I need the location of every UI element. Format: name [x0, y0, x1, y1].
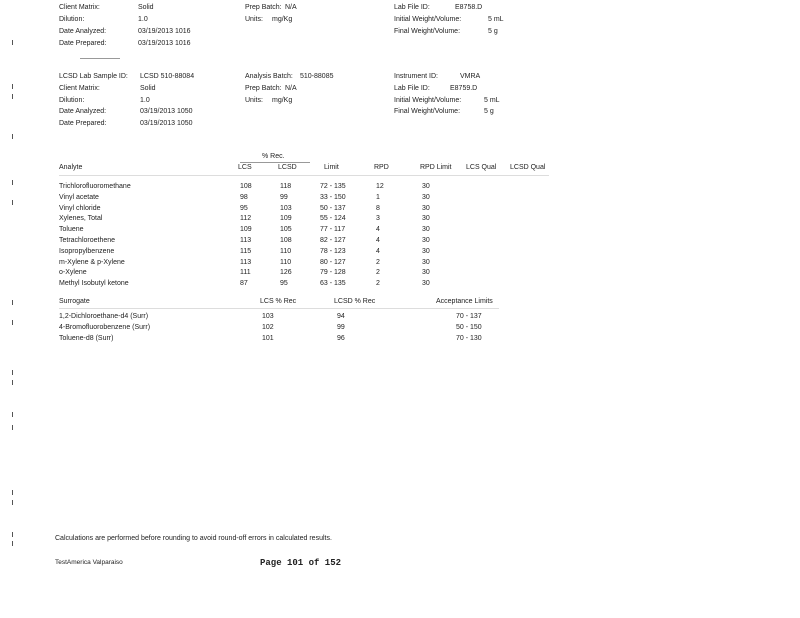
rec-group-header: % Rec.	[262, 153, 285, 160]
header-rpd-limit: RPD Limit	[420, 164, 452, 171]
calculation-note: Calculations are performed before rounding to avoid round-off errors in calculated results.	[55, 535, 332, 542]
lcsd-rec-value: 96	[337, 335, 345, 342]
margin-mark	[12, 200, 13, 205]
margin-mark	[12, 532, 13, 537]
header-lcsd-rec: LCSD % Rec	[334, 298, 376, 305]
analyte-name: m-Xylene & p-Xylene	[59, 258, 125, 266]
lcs-value: 111	[240, 269, 251, 277]
analyte-name: Vinyl acetate	[59, 193, 99, 201]
rpd-limit-value: 30	[422, 280, 430, 288]
dilution-value: 1.0	[140, 97, 150, 104]
client-matrix-value: Solid	[140, 85, 156, 92]
rpd-limit-value: 30	[422, 247, 430, 255]
lcs-value: 95	[240, 204, 248, 212]
rpd-value: 2	[376, 280, 380, 288]
date-prepared-value: 03/19/2013 1016	[138, 40, 191, 47]
lcsd-rec-value: 99	[337, 324, 345, 331]
limit-value: 78 - 123	[320, 247, 346, 255]
analyte-name: Vinyl chloride	[59, 204, 101, 212]
analyte-name: Isopropylbenzene	[59, 247, 115, 255]
rpd-limit-value: 30	[422, 183, 430, 190]
analyte-name: Xylenes, Total	[59, 215, 103, 223]
divider	[59, 175, 549, 176]
rpd-limit-value: 30	[422, 204, 430, 212]
lcsd-rec-value: 94	[337, 313, 345, 320]
analyte-name: Tetrachloroethene	[59, 237, 116, 244]
initial-weight-value: 5 mL	[484, 97, 500, 104]
lcsd-value: 103	[280, 204, 292, 212]
units-label: Units:	[245, 16, 263, 23]
divider	[240, 162, 310, 163]
lcsd-value: 105	[280, 226, 292, 234]
margin-mark	[12, 94, 13, 99]
lab-file-label: Lab File ID:	[394, 85, 430, 92]
initial-weight-label: Initial Weight/Volume:	[394, 97, 462, 104]
dilution-label: Dilution:	[59, 16, 85, 23]
rpd-value: 1	[376, 193, 380, 201]
prep-batch-value: N/A	[285, 85, 297, 92]
margin-mark	[12, 40, 13, 45]
rpd-limit-value: 30	[422, 215, 430, 223]
header-lcs: LCS	[238, 164, 252, 171]
header-surrogate: Surrogate	[59, 298, 90, 305]
prep-batch-label: Prep Batch:	[245, 85, 282, 92]
lcsd-value: 110	[280, 258, 292, 266]
rpd-value: 12	[376, 183, 384, 190]
analysis-batch-value: 510-88085	[300, 73, 334, 80]
limit-value: 33 - 150	[320, 193, 346, 201]
lcsd-value: 118	[280, 183, 292, 190]
header-lcsd-qual: LCSD Qual	[510, 164, 546, 171]
limit-value: 72 - 135	[320, 183, 346, 190]
header-acceptance: Acceptance Limits	[436, 298, 493, 305]
final-weight-value: 5 g	[488, 28, 498, 35]
prep-batch-value: N/A	[285, 4, 297, 11]
margin-mark	[12, 380, 13, 385]
rpd-limit-value: 30	[422, 269, 430, 277]
divider	[59, 308, 499, 309]
header-lcsd: LCSD	[278, 164, 297, 171]
lcsd-value: 109	[280, 215, 292, 223]
lcs-rec-value: 101	[262, 335, 274, 342]
instrument-value: VMRA	[460, 73, 481, 80]
margin-mark	[12, 490, 13, 495]
acceptance-value: 70 - 130	[456, 335, 482, 342]
rpd-value: 2	[376, 258, 380, 266]
final-weight-label: Final Weight/Volume:	[394, 108, 461, 115]
rpd-limit-value: 30	[422, 237, 430, 244]
surrogate-name: Toluene-d8 (Surr)	[59, 335, 114, 342]
lcs-value: 108	[240, 183, 252, 190]
lcs-rec-value: 103	[262, 313, 274, 320]
acceptance-value: 50 - 150	[456, 324, 482, 331]
initial-weight-label: Initial Weight/Volume:	[394, 16, 462, 23]
analyte-name: Methyl Isobutyl ketone	[59, 280, 129, 288]
lcsd-value: 126	[280, 269, 292, 277]
limit-value: 80 - 127	[320, 258, 346, 266]
margin-mark	[12, 500, 13, 505]
prep-batch-label: Prep Batch:	[245, 4, 282, 11]
lcsd-value: 108	[280, 237, 292, 244]
header-limit: Limit	[324, 164, 339, 171]
date-analyzed-label: Date Analyzed:	[59, 28, 107, 35]
rpd-limit-value: 30	[422, 193, 430, 201]
limit-value: 79 - 128	[320, 269, 346, 277]
margin-mark	[12, 425, 13, 430]
dilution-label: Dilution:	[59, 97, 85, 104]
final-weight-label: Final Weight/Volume:	[394, 28, 461, 35]
analysis-batch-label: Analysis Batch:	[245, 73, 293, 80]
margin-mark	[12, 320, 13, 325]
header-rpd: RPD	[374, 164, 389, 171]
units-label: Units:	[245, 97, 263, 104]
divider	[80, 58, 120, 59]
lcsd-value: 110	[280, 247, 292, 255]
dilution-value: 1.0	[138, 16, 148, 23]
surrogate-name: 4-Bromofluorobenzene (Surr)	[59, 324, 151, 331]
instrument-label: Instrument ID:	[394, 73, 438, 80]
margin-mark	[12, 134, 13, 139]
rpd-limit-value: 30	[422, 258, 430, 266]
limit-value: 63 - 135	[320, 280, 346, 288]
lcs-value: 115	[240, 247, 252, 255]
final-weight-value: 5 g	[484, 108, 494, 115]
lab-file-value: E8759.D	[450, 85, 478, 92]
rpd-value: 3	[376, 215, 380, 223]
header-lcs-rec: LCS % Rec	[260, 298, 297, 305]
rpd-value: 4	[376, 237, 380, 244]
client-matrix-label: Client Matrix:	[59, 4, 100, 11]
rpd-value: 2	[376, 269, 380, 277]
limit-value: 82 - 127	[320, 237, 346, 244]
lcs-value: 98	[240, 193, 248, 201]
date-prepared-label: Date Prepared:	[59, 120, 107, 127]
header-lcs-qual: LCS Qual	[466, 164, 497, 171]
lcs-rec-value: 102	[262, 324, 274, 331]
lcs-value: 112	[240, 215, 252, 223]
lcsd-id-value: LCSD 510-88084	[140, 73, 195, 80]
lcs-value: 109	[240, 226, 252, 234]
client-matrix-label: Client Matrix:	[59, 85, 100, 92]
company-name: TestAmerica Valparaiso	[55, 559, 123, 566]
margin-mark	[12, 300, 13, 305]
lab-file-value: E8758.D	[455, 4, 483, 11]
date-analyzed-value: 03/19/2013 1050	[140, 108, 193, 115]
client-matrix-value: Solid	[138, 4, 154, 11]
rpd-limit-value: 30	[422, 226, 430, 234]
analyte-name: o-Xylene	[59, 269, 87, 277]
date-prepared-label: Date Prepared:	[59, 40, 107, 47]
lcsd-id-label: LCSD Lab Sample ID:	[59, 73, 128, 80]
limit-value: 55 - 124	[320, 215, 346, 223]
margin-mark	[12, 84, 13, 89]
lcs-value: 113	[240, 258, 252, 266]
limit-value: 77 - 117	[320, 226, 346, 234]
surrogate-name: 1,2-Dichloroethane-d4 (Surr)	[59, 313, 149, 320]
limit-value: 50 - 137	[320, 204, 346, 212]
date-analyzed-value: 03/19/2013 1016	[138, 28, 191, 35]
margin-mark	[12, 412, 13, 417]
header-analyte: Analyte	[59, 164, 83, 171]
rpd-value: 4	[376, 226, 380, 234]
acceptance-value: 70 - 137	[456, 313, 482, 320]
page-number: Page 101 of 152	[260, 558, 342, 568]
rpd-value: 4	[376, 247, 380, 255]
margin-mark	[12, 541, 13, 546]
analyte-name: Toluene	[59, 226, 84, 234]
margin-mark	[12, 180, 13, 185]
lcsd-value: 95	[280, 280, 288, 288]
lcs-value: 113	[240, 237, 252, 244]
initial-weight-value: 5 mL	[488, 16, 504, 23]
date-analyzed-label: Date Analyzed:	[59, 108, 107, 115]
analyte-name: Trichlorofluoromethane	[59, 183, 131, 190]
lcs-value: 87	[240, 280, 248, 288]
lcsd-value: 99	[280, 193, 288, 201]
rpd-value: 8	[376, 204, 380, 212]
date-prepared-value: 03/19/2013 1050	[140, 120, 193, 127]
units-value: mg/Kg	[272, 16, 293, 23]
lab-file-label: Lab File ID:	[394, 4, 430, 11]
units-value: mg/Kg	[272, 97, 293, 104]
margin-mark	[12, 370, 13, 375]
